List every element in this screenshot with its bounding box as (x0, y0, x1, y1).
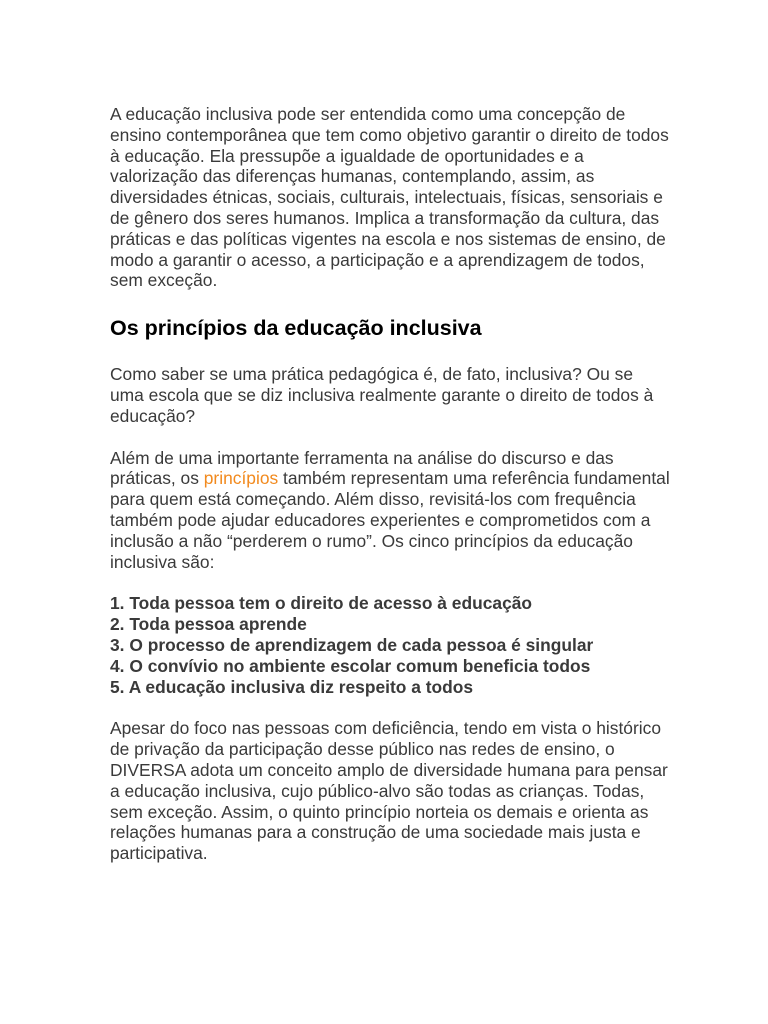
principle-item: 2. Toda pessoa aprende (110, 614, 307, 635)
section-heading: Os princípios da educação inclusiva (110, 316, 482, 341)
intro-paragraph: A educação inclusiva pode ser entendida como uma concepção de ensino contemporânea que tem como objetivo garantir o direito de todos à educação. Ela pressupõe a igualdade de oportunidades e a valorização das diferenças humanas, contemplando, assim, as diversidades étnicas, sociais, culturais, intelectuais, físicas, sensoriais e de gênero dos seres humanos. Implica a transformação da cultura, das práticas e das políticas vigentes na escola e nos sistemas de ensino, de modo a garantir o acesso, a participação e a aprendizagem de todos, sem exceção. (110, 104, 669, 291)
closing-paragraph: Apesar do foco nas pessoas com deficiência, tendo em vista o histórico de privação da participação desse público nas redes de ensino, o DIVERSA adota um conceito amplo de diversidade humana para pensar a educação inclusiva, cujo público-alvo são todas as crianças. Todas, sem exceção. Assim, o quinto princípio norteia os demais e orienta as relações humanas para a construção de uma sociedade mais justa e participativa. (110, 718, 668, 864)
principle-item: 4. O convívio no ambiente escolar comum beneficia todos (110, 655, 591, 676)
document-page (110, 104, 670, 864)
principle-item: 3. O processo de aprendizagem de cada pessoa é singular (110, 634, 594, 655)
principles-list (110, 593, 670, 697)
question-paragraph: Como saber se uma prática pedagógica é, de fato, inclusiva? Ou se uma escola que se diz inclusiva realmente garante o direito de todos à educação? (110, 364, 654, 426)
principle-item: 1. Toda pessoa tem o direito de acesso à educação (110, 593, 533, 614)
context-text-after: também representam uma referência fundamental para quem está começando. Além disso, revisitá-los com frequência também pode ajudar educadores experientes e comprometidos com a inclusão a não “perderem o rumo”. Os cinco princípios da educação inclusiva são: (110, 468, 670, 572)
principles-link[interactable]: princípios (203, 468, 279, 489)
principle-item: 5. A educação inclusiva diz respeito a todos (110, 676, 474, 697)
context-text-before: Além de uma importante ferramenta na análise do discurso e das práticas, os (110, 447, 614, 489)
context-paragraph (110, 448, 670, 573)
